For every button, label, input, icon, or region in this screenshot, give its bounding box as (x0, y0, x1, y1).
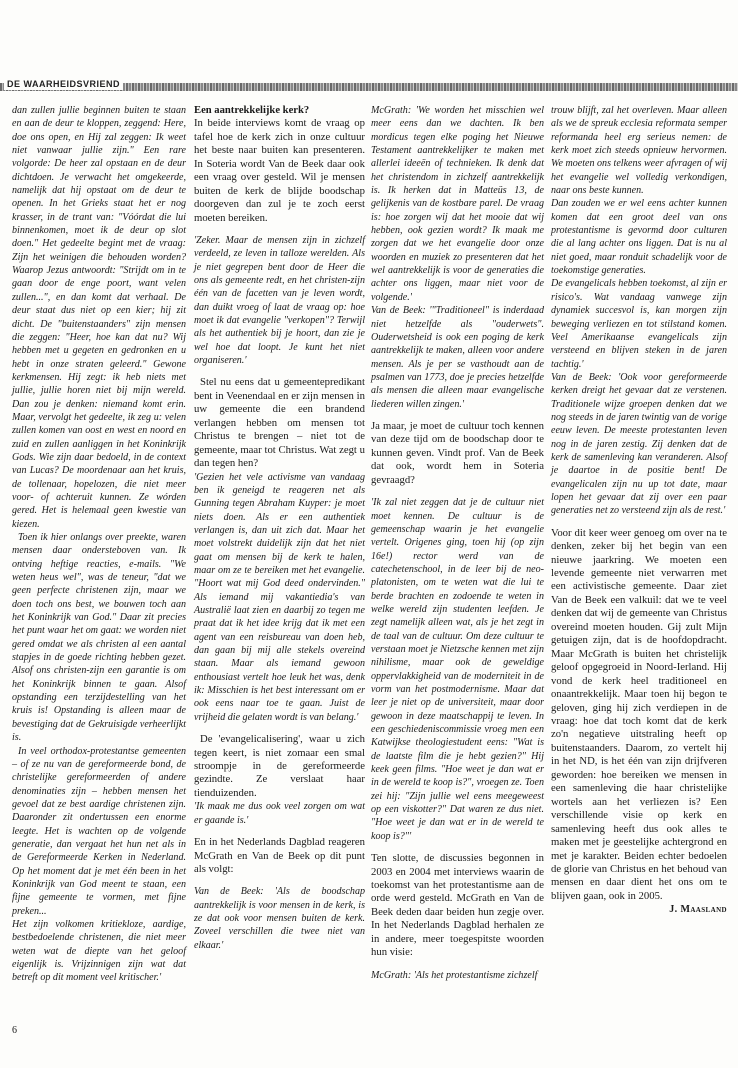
author-signature: J. Maasland (669, 904, 727, 916)
col2-paragraph-3: De 'evangelicalisering', waar u zich tegen keert, is niet zomaar een smal stroompje in de gereformeerde gezindte. Ze verslaat haar tienduizenden. (194, 733, 365, 799)
col2-quote-1: 'Zeker. Maar de mensen zijn in zichzelf verdeeld, ze leven in talloze werelden. Als je niet gegrepen bent door de Heer die ons als gemeente redt, en het christen-zijn één van de facetten van je leven wordt, dan duikt vroeg of laat de vraag op: hoe moet ik dat evangelie "verkopen"? Terwijl als het authentiek bij je hoort, dan zie je wel hoe dat loopt. Je kunt het niet organiseren.' (194, 234, 365, 367)
col4-quote-2: Dan zouden we er wel eens achter kunnen komen dat een groot deel van ons protestantisme is gevormd door culturen die al lang achter ons liggen. Dat is nu al niet goed, maar ronduit schadelijk voor de toekomstige generaties. (551, 198, 727, 277)
column-1 (12, 104, 186, 985)
masthead (0, 0, 738, 96)
col4-quote-1: trouw blijft, zal het overleven. Maar alleen als we de spreuk ecclesia reformata semper reformanda heel erg serieus nemen: de kerk moet zich steeds opnieuw hervormen. We moeten ons telkens weer afvragen of wij het evangelie wel volledig verkondigen, naar ons beste kunnen. (551, 105, 727, 197)
col2-quote-4: Van de Beek: 'Als de boodschap aantrekkelijk is voor mensen in de kerk, is ze dat ook voor mensen buiten de kerk. Zoveel verschillen die twee niet van elkaar.' (194, 886, 365, 951)
column-4 (551, 104, 727, 917)
masthead-title: DE WAARHEIDSVRIEND (4, 78, 123, 90)
col2-quote-2: 'Gezien het vele activisme van vandaag ben ik geneigd te reageren net als Gunning tegen Abraham Kuyper: je moet niets doen. Als er een authentiek verlangen is, dan uit zich dat. Maar het moet volstrekt duidelijk zijn dat het niet gaat om mensen bij de kerk te halen, maar om ze te bereiken met het evangelie. "Hoort wat mij God deed ondervinden." Als iemand mij vakantiedia's van Australië laat zien en daarbij zo tegen me praat dat ik het idee krijg dat ik met een agent van een reisbureau van doen heb, dan gaan bij mij alle stekels overeind staan. Maar als iemand gewoon enthousiast vertelt hoe leuk het was, denk ik: Misschien is het best interessant om er ook eens naar toe te gaan. Juist de vrijheid die gelaten wordt is van belang.' (194, 471, 365, 723)
page-number: 6 (12, 1025, 17, 1036)
col3-quote-1: McGrath: 'We worden het misschien wel meer eens dan we dachten. Ik ben mordicus tegen elke poging het Nieuwe Testament aantrekkelijker te maken met allerlei ideeën of technieken. Ik denk dat het christendom in zichzelf aantrekkelijk is. Ik herken dat in Matteüs 13, de gelijkenis van de kostbare parel. De vraag is: hoe zorgen wij dat het mooie dat wij hebben, ook gezien wordt? Ik maak me zorgen dat we het evangelie door onze woorden en muziek zo presenteren dat het wel aantrekkelijk is voor de generaties die achter ons liggen, maar niet voor de volgende.' (371, 105, 544, 303)
column-3 (371, 104, 544, 982)
col1-paragraph-1: dan zullen jullie beginnen buiten te staan en aan de deur te kloppen, zeggend: Here, doe ons open, en Hij zal zeggen: Ik weet niet vanwaar jullie zijn." Een rare volgorde: De heer zal opstaan en de deur dichtdoen. Je verwacht het omgekeerde, namelijk dat hij opstaat om de deur te openen. In het Grieks staat het er nog krasser, in de trant van: "Vóórdat die lui binnenkomen, moet ik de deur op slot doen." Het gedeelte begint met de vraag: Zijn het weinigen die behouden worden? Waarop Jezus antwoordt: "Strijdt om in te gaan door de enge poort, want velen zullen...", en dan komt dat verhaal. De deur staat dus niet op een kier; hij zit dicht. De "buitenstaanders" zijn mensen die zeggen: "Heer, hoe kan dat nu? Wij hebben met u gegeten en gedronken en u hebt in onze straten geleerd." Gewone kerkmensen. Hij zegt: ik heb niets met jullie, jullie horen niet bij mijn wereld. Dan zou je denken: niemand komt erin. Maar, vervolgt het gedeelte, ik zeg u: velen zullen komen van oost en west en noord en zuid en zullen aanliggen in het Koninkrijk Gods. Wie zijn daar bedoeld, in de context van Lucas? De moordenaar aan het kruis, de tollenaar, hopelozen, die niet meer voor- of achteruit kunnen. Ze wórden gered. Het is helemaal geen kwestie van kiezen. (12, 105, 186, 530)
section-heading: Een aantrekkelijke kerk? (194, 105, 310, 116)
col4-quote-3: De evangelicals hebben toekomst, al zijn er risico's. Wat vandaag vanwege zijn dynamiek succesvol is, kan morgen zijn beweging verliezen en tot stilstand komen. Veel Amerikaanse evangelicals zijn versteend en blijven steken in de jaren tachtig.' (551, 278, 727, 370)
col4-quote-4: Van de Beek: 'Ook voor gereformeerde kerken dreigt het gevaar dat ze verstenen. Traditionele wijze groepen denken dat we nog steeds in de jaren twintig van de vorige eeuw leven. De meeste protestanten leven nog in de jaren zestig. Zij denken dat de kerk de samenleving kan veranderen. Alsof je daartoe in de positie bent! De evangelicalen zijn nu up tot date, maar lopen het gevaar dat zij over een paar generaties net zo versteend zijn als de rest.' (551, 371, 727, 517)
col2-paragraph-4: En in het Nederlands Dagblad reageren McGrath en Van de Beek op dit punt als volgt: (194, 836, 365, 875)
col2-paragraph-2: Stel nu eens dat u gemeentepredikant bent in Veenendaal en er zijn mensen in uw gemeente die een brandend verlangen hebben om mensen tot Christus te brengen – niet tot de gemeente, maar tot Christus. Wat zegt u dan tegen hen? (194, 376, 365, 470)
col2-quote-3: 'Ik maak me dus ook veel zorgen om wat er gaande is.' (194, 801, 365, 826)
col2-paragraph-1: In beide interviews komt de vraag op tafel hoe de kerk zich in onze cultuur het beste naar buiten kan presenteren. In Soteria wordt Van de Beek daar ook een vraag over gesteld. Wil je mensen buiten de kerk de blijde boodschap doorgeven dan zul je te zoch eerst moeten bereiken. (194, 117, 365, 224)
col3-paragraph-2: Ten slotte, de discussies begonnen in 2003 en 2004 met interviews waarin de toekomst van het protestantisme aan de orde werd gesteld. McGrath en Van de Beek deden daar beiden hun zegje over. In het Nederlands Dagblad herhalen ze in andere, meer toegespitste woorden hun visie: (371, 852, 544, 959)
col3-paragraph-1: Ja maar, je moet de cultuur toch kennen van deze tijd om de boodschap door te kunnen geven. Vindt prof. Van de Beek dat ook, wordt hem in Soteria gevraagd? (371, 419, 544, 486)
column-2 (194, 104, 365, 952)
col3-quote-4: McGrath: 'Als het protestantisme zichzelf (371, 969, 538, 981)
col1-paragraph-4: Het zijn volkomen kritiekloze, aardige, bestbedoelende christenen, die niet meer weten wat de diepte van het geloof eigenlijk is. Vrijzinnigen zijn wat dat betreft op dit moment veel kritischer.' (12, 918, 186, 984)
col1-paragraph-3: In veel orthodox-protestantse gemeenten – of ze nu van de gereformeerde bond, de christelijke gereformeerden of andere denominaties zijn – hebben mensen het gevoel dat ze best aardige christenen zijn. Daaronder zit ondertussen een enorme leegte. Het is wachten op de volgende generatie, dan vergaat het hun net als in de Gereformeerde Kerken in Nederland. Op het moment dat je met één been in het Koninkrijk van God meent te staan, een fijne gemeente te vormen, met fijne preken... (12, 745, 186, 917)
col4-paragraph-1: Voor dit keer weer genoeg om over na te denken, zeker bij het begin van een nieuwe jaarkring. We moeten een levende gemeente niet verwarren met een activistische gemeente. Daar ziet Van de Beek een valkuil: dat we te veel denken dat wij de gemeente van Christus overeind moeten houden. Gij zult Mijn getuigen zijn, dat is de hoofdopdracht. Maar McGrath is buiten het christelijk geloof opgegroeid in Noord-Ierland. Hij vond de kerk heel traditioneel en onaantrekkelijk. Maar toen hij begon te geloven, ging hij zich verdiepen in de vraag: hoe dat toch komt dat de kerk zo'n negatieve uitstraling heeft op buitenstaanders. Daarom, zo vertelt hij in het ND, is het één van zijn drijfveren geworden: hoe bereiken we mensen in een samenleving die haar christelijke wortels aan het verliezen is? Een verschillende visie op kerk en samenleving heeft dus ook alles te maken met je geestelijke achtergrond en met je karakter. Beiden echter bedoelen de glorie van Christus en het behoud van mensen en daar dient het ons om te blijven gaan, ook in 2005. (551, 526, 727, 902)
col3-quote-2: Van de Beek: '"Traditioneel" is inderdaad niet hetzelfde als "ouderwets". Ouderwetsheid is ook een poging de kerk aantrekkelijk te maken, alleen voor andere mensen. Als je per se vasthoudt aan de psalmen van 1773, doe je precies hetzelfde als mensen die alleen maar evangelische liederen willen zingen.' (371, 305, 544, 410)
col3-quote-3: 'Ik zal niet zeggen dat je de cultuur niet moet kennen. De cultuur is de gemeenschap waarin je het evangelie vertelt. Origenes ging, toen hij (op zijn 16e!) rector werd van de catechetenschool, in de leer bij de neo-platonisten, om te weten wat die lui te berde brachten en zodoende te weten in welke wereld zijn studenten leefden. Je zegt namelijk alleen wat, als je het zegt in de taal van de cultuur. Om deze cultuur te verstaan moet je Nietzsche kennen met zijn nihilisme, maar ook de geweldige oppervlakkigheid van de moderniteit in de vorm van het postmodernisme. Maar dat leer je niet op de universiteit, maar door gewoon in deze maatschappij te leven. In een geschiedeniscommissie vroeg men een Katwijkse theologiestudent eens: "Wat is de laatste film die je hebt gezien?" Hij keek geen films. "Hoe weet je dan wat er in de wereld te koop is?", vroegen ze. Toen zei hij: "Zijn jullie wel eens meegeweest op een viskotter?" Dat waren ze dus niet. "Hoe weet je dan wat er in de wereld te koop is?"' (371, 497, 544, 842)
col1-paragraph-2: Toen ik hier onlangs over preekte, waren mensen daar ondersteboven van. Ik ontving heftige reacties, e-mails. "We weten heus wel", was de teneur, "dat we geen perfecte christenen zijn, maar we doen toch ons best, we bouwen toch aan het Koninkrijk van God." Daar zit precies het punt waar het om gaat: we worden niet gered omdat we als christen al een aantal stapjes in de goede richting hebben gezet. Alsof ons christen-zijn een garantie is om het Koninkrijk binnen te gaan. Alsof opstanding een terzijdestelling van het kruis is! Opstanding is alleen maar de bevestiging dat de Gekruisigde verheerlijkt is. (12, 532, 186, 744)
